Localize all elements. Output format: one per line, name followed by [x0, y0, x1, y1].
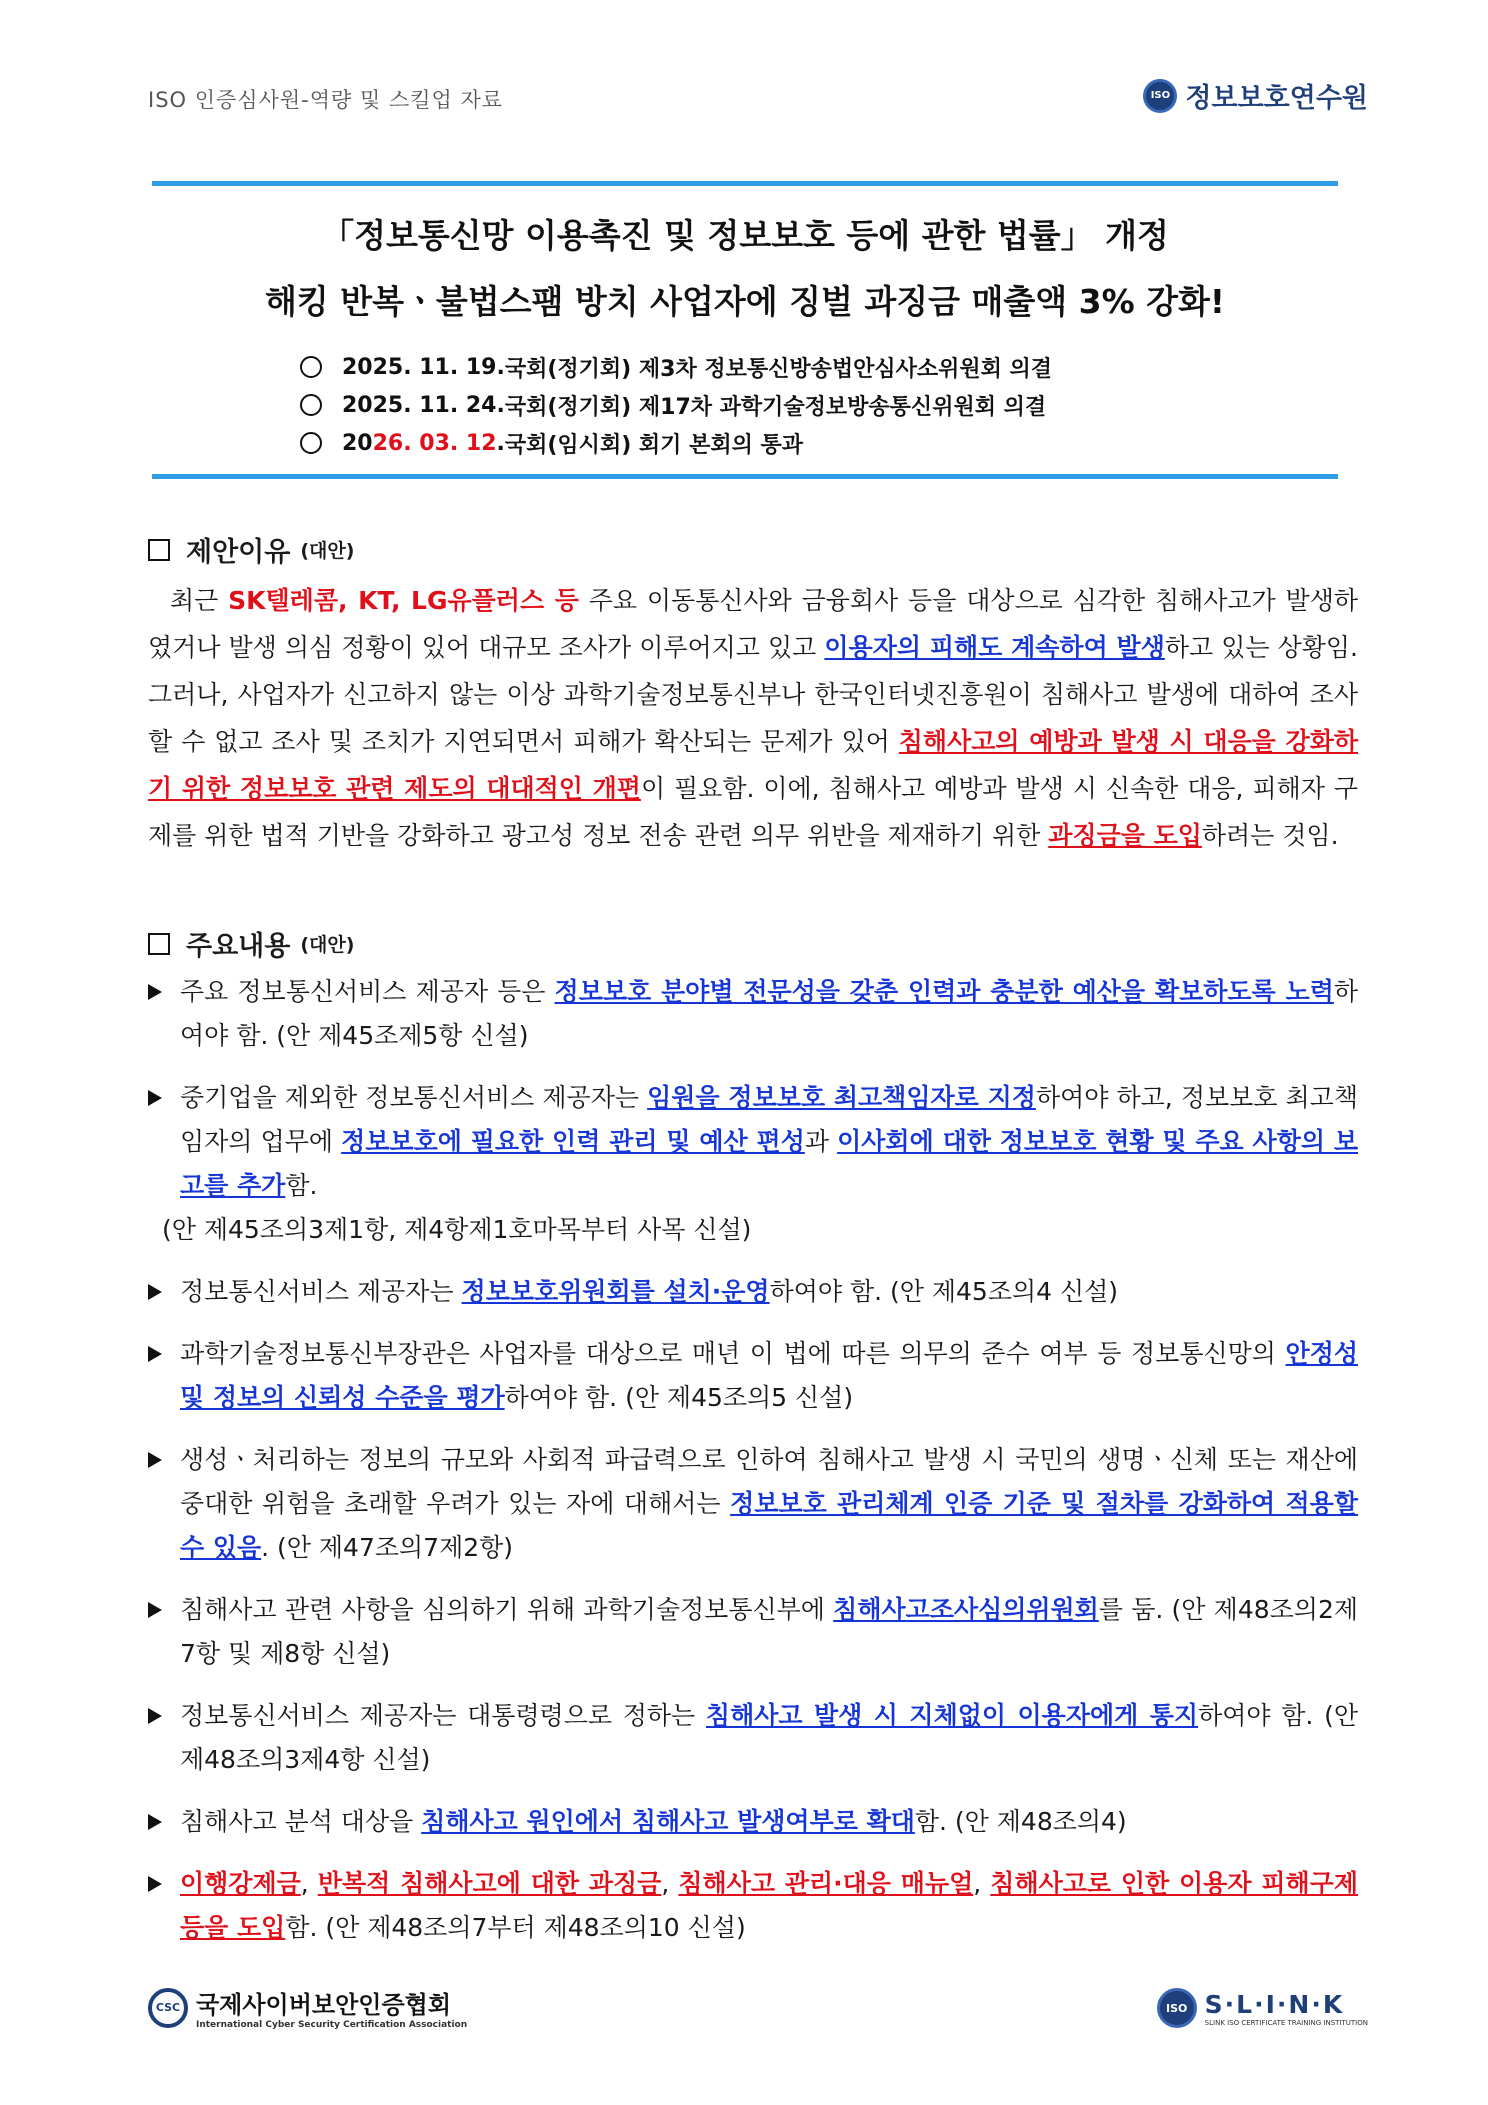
main-bullets [148, 970, 1358, 1968]
list-item: 생성ㆍ처리하는 정보의 규모와 사회적 파급력으로 인하여 침해사고 발생 시 국민의 생명ㆍ신체 또는 재산에 중대한 위험을 초래할 우려가 있는 자에 대해서는 정보보호 관리체계 인증 기준 및 절차를 강화하여 적용할 수 있음. (안 제47조의7제2항) [148, 1438, 1358, 1570]
footer-association-logo [148, 1985, 467, 2030]
slink-subtitle: SLINK ISO CERTIFICATE TRAINING INSTITUTION [1204, 2018, 1368, 2027]
square-bullet-icon [148, 933, 170, 955]
triangle-bullet-icon [148, 1452, 162, 1468]
triangle-bullet-icon [148, 1602, 162, 1618]
triangle-bullet-icon [148, 1708, 162, 1724]
square-bullet-icon [148, 539, 170, 561]
footer-slink-logo [1157, 1988, 1368, 2028]
section-heading: 제안이유 (대안) [148, 530, 1358, 569]
association-name: 국제사이버보안인증협회 [196, 1991, 452, 2019]
triangle-bullet-icon [148, 1876, 162, 1892]
section-heading: 주요내용 (대안) [148, 924, 1358, 963]
triangle-bullet-icon [148, 1284, 162, 1300]
document-header-label: ISO 인증심사원-역량 및 스킬업 자료 [148, 88, 504, 112]
reason-paragraph: 최근 SK텔레콤, KT, LG유플러스 등 주요 이동통신사와 금융회사 등을 대상으로 심각한 침해사고가 발생하였거나 발생 의심 정황이 있어 대규모 조사가 이루어지고 있고 이용자의 피해도 계속하여 발생하고 있는 상황임. 그러나, 사업자가 신고하지 않는 이상 과학기술정보통신부나 한국인터넷진흥원이 침해사고 발생에 대하여 조사할 수 없고 조사 및 조치가 지연되면서 피해가 확산되는 문제가 있어 침해사고의 예방과 발생 시 대응을 강화하기 위한 정보보호 관련 제도의 대대적인 개편이 필요함. 이에, 침해사고 예방과 발생 시 신속한 대응, 피해자 구제를 위한 법적 기반을 강화하고 광고성 정보 전송 관련 의무 위반을 제재하기 위한 과징금을 도입하려는 것임. [148, 586, 1358, 850]
csc-seal-icon: CSC [148, 1988, 188, 2028]
org-name: 정보보호연수원 [1185, 83, 1368, 114]
iso-seal-icon: ISO [1157, 1988, 1197, 2028]
association-subtitle: International Cyber Security Certification Association [196, 2020, 468, 2030]
triangle-bullet-icon [148, 984, 162, 1000]
org-logo [1143, 76, 1368, 115]
triangle-bullet-icon [148, 1814, 162, 1830]
list-item: 과학기술정보통신부장관은 사업자를 대상으로 매년 이 법에 따른 의무의 준수 여부 등 정보통신망의 안정성 및 정보의 신뢰성 수준을 평가하여야 함. (안 제45조의5 신설) [148, 1332, 1358, 1420]
list-item: 정보통신서비스 제공자는 정보보호위원회를 설치·운영하여야 함. (안 제45조의4 신설) [148, 1270, 1358, 1314]
list-item: 주요 정보통신서비스 제공자 등은 정보보호 분야별 전문성을 갖춘 인력과 충분한 예산을 확보하도록 노력하여야 함. (안 제45조제5항 신설) [148, 970, 1358, 1058]
list-item: 침해사고 관련 사항을 심의하기 위해 과학기술정보통신부에 침해사고조사심의위원회를 둠. (안 제48조의2제7항 및 제8항 신설) [148, 1588, 1358, 1676]
list-item: 이행강제금, 반복적 침해사고에 대한 과징금, 침해사고 관리·대응 매뉴얼, 침해사고로 인한 이용자 피해구제 등을 도입함. (안 제48조의7부터 제48조의10 신설) [148, 1862, 1358, 1950]
main-section-heading [148, 924, 1358, 963]
slink-name: S·L·I·N·K [1204, 1989, 1345, 2019]
step-item: 2025. 11. 19. 국회(정기회) 제3차 정보통신방송법안심사소위원회 의결 [300, 348, 1052, 386]
step-item: 2025. 11. 24. 국회(정기회) 제17차 과학기술정보방송통신위원회 의결 [300, 386, 1052, 424]
title-line-2: 해킹 반복ㆍ불법스팸 방치 사업자에 징벌 과징금 매출액 3% 강화! [265, 282, 1225, 321]
circle-bullet-icon [300, 432, 322, 454]
legislative-steps [300, 348, 1052, 462]
list-item: 중기업을 제외한 정보통신서비스 제공자는 임원을 정보보호 최고책임자로 지정하여야 하고, 정보보호 최고책임자의 업무에 정보보호에 필요한 인력 관리 및 예산 편성과 이사회에 대한 정보보호 현황 및 주요 사항의 보고를 추가함. (안 제45조의3제1항, 제4항제1호마목부터 사목 신설) [148, 1076, 1358, 1252]
reason-section [148, 530, 1358, 859]
circle-bullet-icon [300, 394, 322, 416]
triangle-bullet-icon [148, 1090, 162, 1106]
title-box [152, 181, 1338, 479]
title-line-1: 「정보통신망 이용촉진 및 정보보호 등에 관한 법률」 개정 [321, 216, 1169, 255]
circle-bullet-icon [300, 356, 322, 378]
list-item: 정보통신서비스 제공자는 대통령령으로 정하는 침해사고 발생 시 지체없이 이용자에게 통지하여야 함. (안 제48조의3제4항 신설) [148, 1694, 1358, 1782]
triangle-bullet-icon [148, 1346, 162, 1362]
iso-seal-icon: ISO [1143, 79, 1177, 113]
step-item: 20 26. 03. 12 . 국회(임시회) 회기 본회의 통과 [300, 424, 1052, 462]
list-item: 침해사고 분석 대상을 침해사고 원인에서 침해사고 발생여부로 확대함. (안 제48조의4) [148, 1800, 1358, 1844]
